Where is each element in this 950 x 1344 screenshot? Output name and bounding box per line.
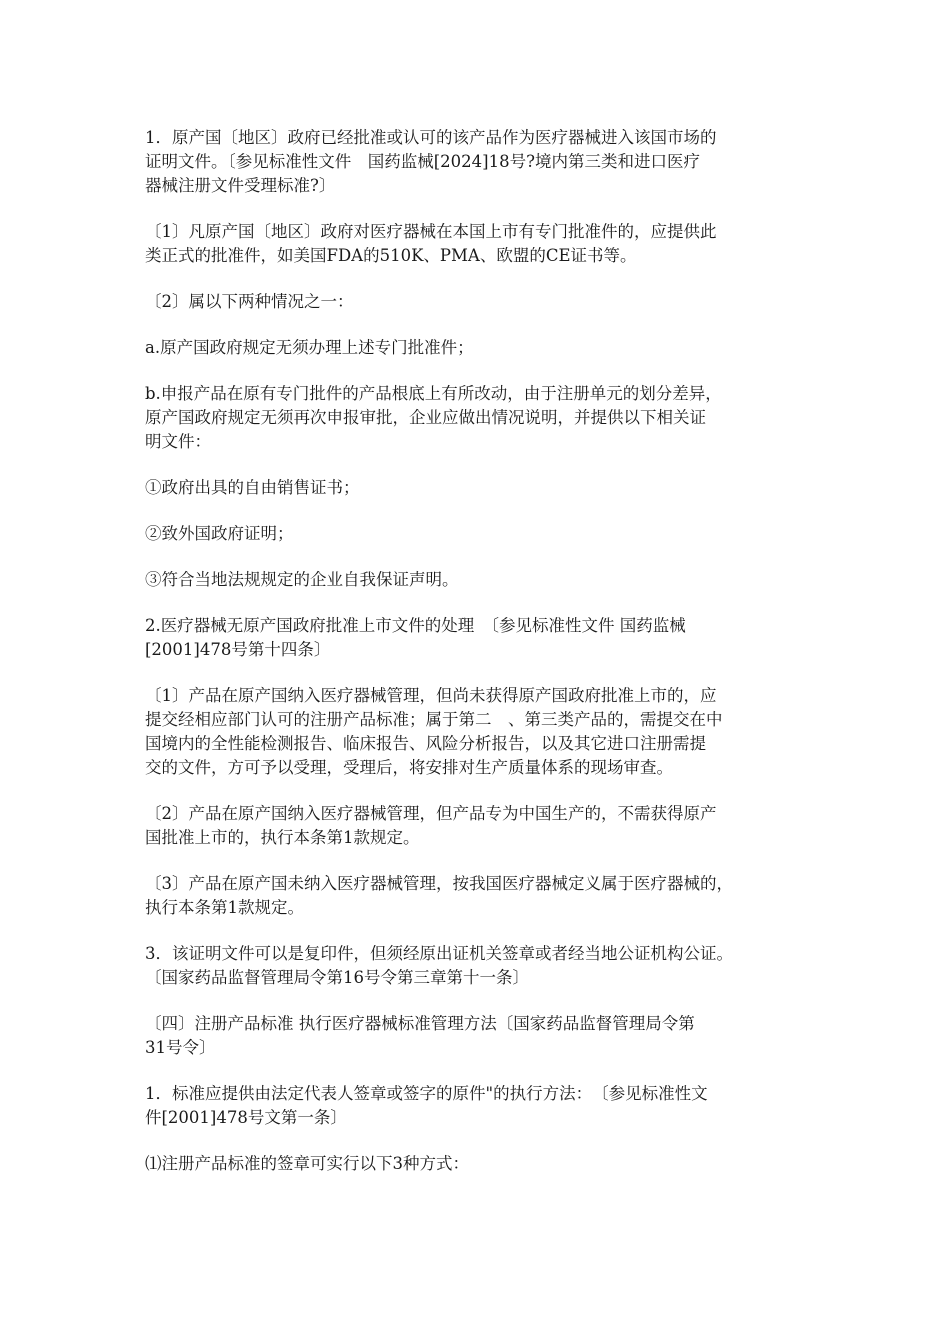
paragraph-2-no-approval-handling: 2.医疗器械无原产国政府批准上市文件的处理 〔参见标准性文件 国药监械 [2001]478号第十四条〕 [145, 616, 686, 659]
paragraph-condition-a: a.原产国政府规定无须办理上述专门批准件； [145, 338, 474, 357]
paragraph-item-2-china-only: 〔2〕产品在原产国纳入医疗器械管理，但产品专为中国生产的，不需获得原产 国批准上市的，执行本条第1款规定。 [145, 804, 717, 847]
document-page [145, 126, 810, 1198]
paragraph-3-copies: 3．该证明文件可以是复印件，但须经原出证机关签章或者经当地公证机构公证。 〔国家药品监督管理局令第16号令第三章第十一条〕 [145, 944, 733, 987]
paragraph-item-1-approval: 〔1〕凡原产国〔地区〕政府对医疗器械在本国上市有专门批准件的，应提供此 类正式的批准件，如美国FDA的510K、PMA、欧盟的CE证书等。 [145, 222, 717, 265]
paragraph-item-2-conditions: 〔2〕属以下两种情况之一： [145, 292, 354, 311]
list-item-free-sale-certificate: ①政府出具的自由销售证书； [145, 478, 360, 497]
list-item-self-guarantee: ③符合当地法规规定的企业自我保证声明。 [145, 570, 459, 589]
paragraph-1-proof-documents: 1．原产国〔地区〕政府已经批准或认可的该产品作为医疗器械进入该国市场的 证明文件。〔参见标准性文件 国药监械[2024]18号?境内第三类和进口医疗 器械注册文件受理标准?〕 [145, 128, 717, 195]
list-item-foreign-government-proof: ②致外国政府证明； [145, 524, 294, 543]
paragraph-signature-methods: ⑴注册产品标准的签章可实行以下3种方式： [145, 1154, 469, 1173]
paragraph-item-1-not-approved: 〔1〕产品在原产国纳入医疗器械管理，但尚未获得原产国政府批准上市的，应 提交经相应部门认可的注册产品标准；属于第二 、第三类产品的，需提交在中 国境内的全性能检测报告、临床报告、风险分析报告，以及其它进口注册需提 交的文件，方可予以受理，受理后，将安排对生产质量体系的现场审查。 [145, 686, 723, 777]
paragraph-condition-b: b.申报产品在原有专门批件的产品根底上有所改动，由于注册单元的划分差异， 原产国政府规定无须再次申报审批，企业应做出情况说明，并提供以下相关证 明文件： [145, 384, 722, 451]
paragraph-item-3-not-regulated: 〔3〕产品在原产国未纳入医疗器械管理，按我国医疗器械定义属于医疗器械的， 执行本条第1款规定。 [145, 874, 733, 917]
paragraph-1-standard-signature: 1．标准应提供由法定代表人签章或签字的原件"的执行方法： 〔参见标准性文 件[2001]478号文第一条〕 [145, 1084, 708, 1127]
section-4-heading: 〔四〕注册产品标准 执行医疗器械标准管理方法〔国家药品监督管理局令第 31号令〕 [145, 1014, 695, 1057]
